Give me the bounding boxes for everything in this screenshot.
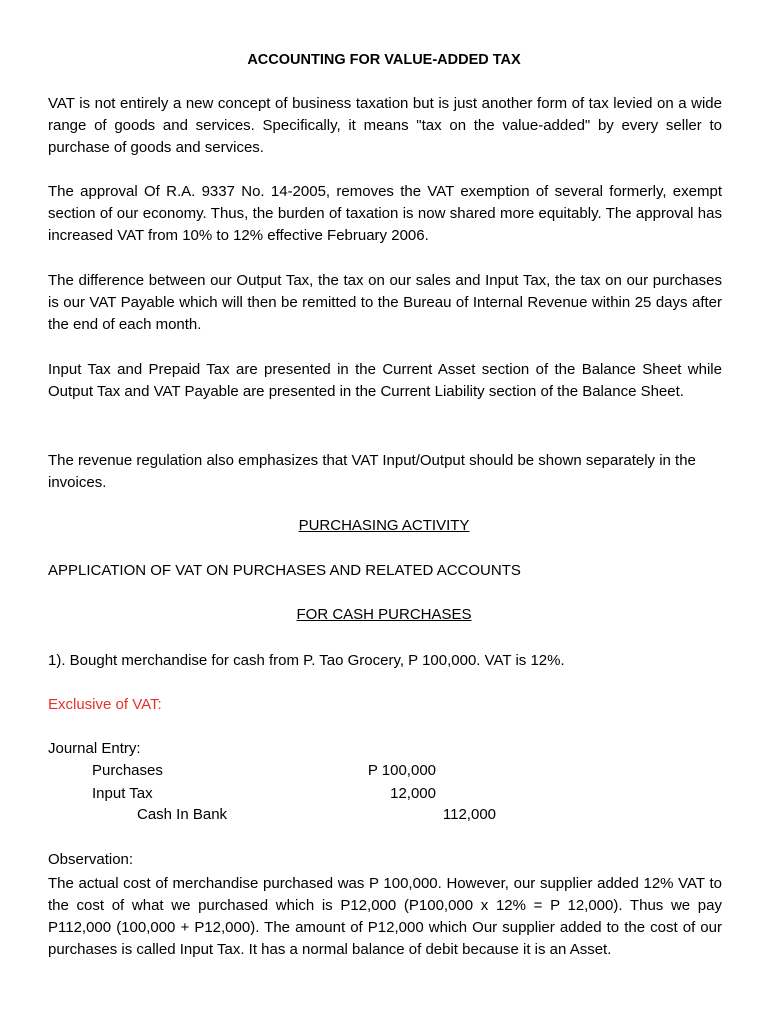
purchasing-activity-heading: PURCHASING ACTIVITY	[298, 517, 470, 534]
journal-debit-input-tax: 12,000	[390, 785, 436, 802]
cash-purchases-heading: FOR CASH PURCHASES	[296, 606, 472, 623]
application-heading: APPLICATION OF VAT ON PURCHASES AND RELATED ACCOUNTS	[48, 562, 521, 579]
document-title: ACCOUNTING FOR VALUE-ADDED TAX	[247, 52, 521, 68]
observation-label: Observation:	[48, 851, 134, 868]
paragraph-vat-intro: VAT is not entirely a new concept of business taxation but is just another form of tax levied on a wide range of goods and services. Specifically, it means "tax on the value-added" by every seller to purchase of goods and services.	[48, 95, 722, 156]
journal-debit-purchases: P 100,000	[367, 762, 436, 779]
paragraph-balance-sheet: Input Tax and Prepaid Tax are presented in the Current Asset section of the Balance Sheet while Output Tax and VAT Payable are presented in the Current Liability section of the Balance Sheet.	[48, 361, 722, 400]
paragraph-revenue-regulation: The revenue regulation also emphasizes that VAT Input/Output should be shown separately in the invoices.	[48, 452, 696, 491]
journal-entry-label: Journal Entry:	[48, 740, 141, 757]
exclusive-of-vat-label: Exclusive of VAT:	[48, 696, 162, 713]
journal-account-cash-in-bank: Cash In Bank	[137, 806, 228, 823]
paragraph-vat-payable: The difference between our Output Tax, the tax on our sales and Input Tax, the tax on our purchases is our VAT Payable which will then be remitted to the Bureau of Internal Revenue within 25 days after the end of each month.	[48, 272, 722, 333]
journal-account-purchases: Purchases	[92, 762, 163, 779]
observation-paragraph: The actual cost of merchandise purchased was P 100,000. However, our supplier added 12% VAT to the cost of what we purchased which is P12,000 (P100,000 x 12% = P 12,000). Thus we pay P112,000 (100,000 + P12,000). The amount of P12,000 which Our supplier added to the cost of our purchases is called Input Tax. It has a normal balance of debit because it is an Asset.	[48, 875, 722, 958]
paragraph-ra-9337: The approval Of R.A. 9337 No. 14-2005, removes the VAT exemption of several formerly, exempt section of our economy. Thus, the burden of taxation is now shared more equitably. The approval has increased VAT from 10% to 12% effective February 2006.	[48, 183, 722, 244]
problem-statement: 1). Bought merchandise for cash from P. Tao Grocery, P 100,000. VAT is 12%.	[48, 652, 565, 669]
journal-credit-cash-in-bank: 112,000	[442, 806, 496, 823]
journal-account-input-tax: Input Tax	[92, 785, 153, 802]
